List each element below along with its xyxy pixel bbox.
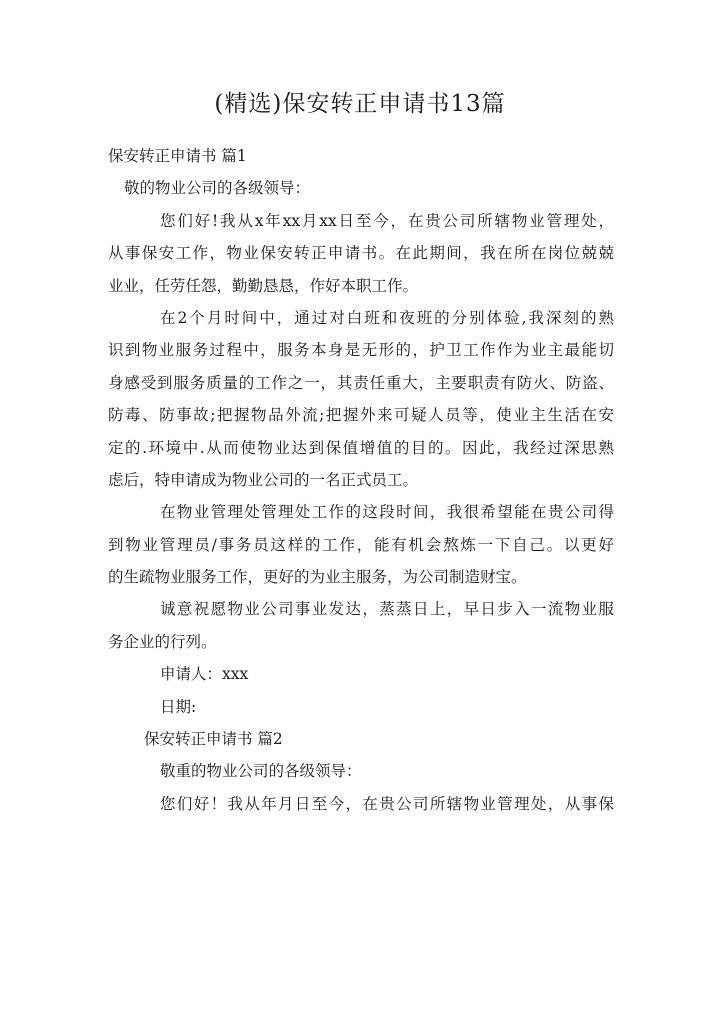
section-heading: 保安转正申请书 篇2 — [144, 730, 283, 749]
paragraph-line: 从事保安工作，物业保安转正申请书。在此期间，我在所在岗位兢兢 — [108, 244, 614, 263]
salutation: 敬的物业公司的各级领导： — [124, 179, 311, 198]
paragraph-line: 在物业管理处管理处工作的这段时间，我很希望能在贵公司得 — [160, 503, 614, 522]
applicant-line: 申请人：xxx — [160, 665, 249, 684]
paragraph-line: 识到物业服务过程中，服务本身是无形的，护卫工作作为业主最能切 — [108, 341, 614, 360]
date-line: 日期: — [160, 697, 197, 716]
salutation: 敬重的物业公司的各级领导： — [160, 762, 362, 781]
paragraph-line: 虑后，特申请成为物业公司的一名正式员工。 — [108, 470, 419, 489]
paragraph-line: 您们好!我从x年xx月xx日至今，在贵公司所辖物业管理处， — [160, 211, 614, 230]
paragraph-line: 的生疏物业服务工作，更好的为业主服务，为公司制造财宝。 — [108, 568, 527, 587]
section-heading: 保安转正申请书 篇1 — [108, 147, 247, 165]
document-title: (精选)保安转正申请书13篇 — [214, 91, 506, 117]
paragraph-line: 到物业管理员/事务员这样的工作，能有机会熬炼一下自己。以更好 — [108, 535, 614, 554]
document-body — [108, 140, 614, 820]
paragraph-line: 定的.环境中.从而使物业达到保值增值的目的。因此，我经过深思熟 — [108, 438, 614, 457]
paragraph-line: 诚意祝愿物业公司事业发达，蒸蒸日上，早日步入一流物业服 — [160, 600, 614, 619]
paragraph-line: 在2个月时间中，通过对白班和夜班的分别体验,我深刻的熟 — [160, 308, 614, 327]
paragraph-line: 身感受到服务质量的工作之一，其责任重大，主要职责有防火、防盗、 — [108, 373, 614, 392]
paragraph-line: 您们好！我从年月日至今，在贵公司所辖物业管理处，从事保 — [160, 794, 614, 813]
paragraph-line: 防毒、防事故;把握物品外流;把握外来可疑人员等，使业主生活在安 — [108, 406, 614, 425]
paragraph-line: 务企业的行列。 — [108, 632, 217, 651]
paragraph-line: 业业，任劳任怨，勤勤恳恳，作好本职工作。 — [108, 276, 419, 295]
